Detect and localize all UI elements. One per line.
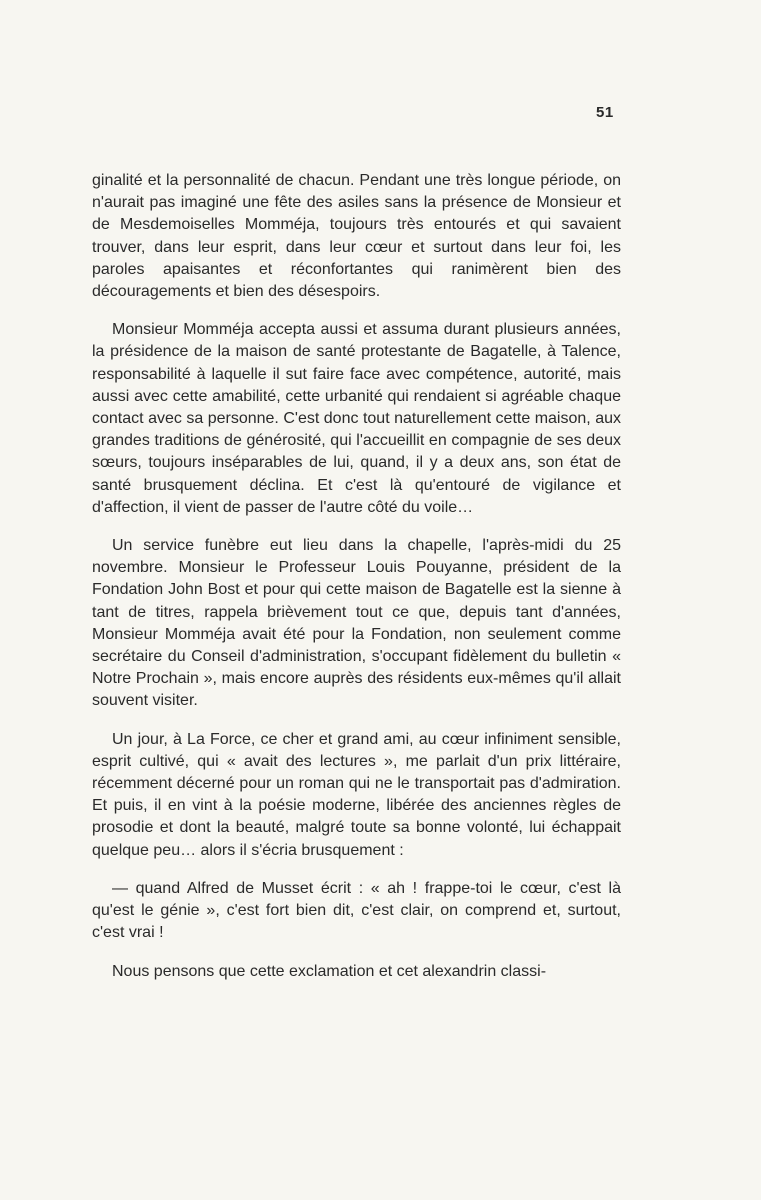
paragraph-funeral-service: Un service funèbre eut lieu dans la chapelle, l'après-midi du 25 novembre. Monsieur le Professeur Louis Pouyanne, président de la Fondation John Bost et pour qui cette maison de Bagatelle est la sienne à tant de titres, rappela brièvement tout ce que, depuis tant d'années, Monsieur Momméja avait été pour la Fondation, non seulement comme secrétaire du Conseil d'administration, s'occupant fidèlement du bulletin « Notre Prochain », mais encore auprès des résidents eux-mêmes qu'il allait souvent visiter. xyxy=(92,537,621,710)
paragraph-quote: — quand Alfred de Musset écrit : « ah ! frappe-toi le cœur, c'est là qu'est le génie », c'est fort bien dit, c'est clair, on comprend et, surtout, c'est vrai ! xyxy=(92,879,621,942)
paragraph-continuation: ginalité et la personnalité de chacun. Pendant une très longue période, on n'aurait pas imaginé une fête des asiles sans la présence de Monsieur et de Mesdemoiselles Momméja, toujours très entourés et qui savaient trouver, dans leur esprit, dans leur cœur et surtout dans leur foi, les paroles apaisantes et réconfortantes qui ranimèrent bien des découragements et bien des désespoirs. xyxy=(92,172,621,301)
body-text xyxy=(92,170,621,999)
paragraph-presidency: Monsieur Momméja accepta aussi et assuma durant plusieurs années, la présidence de la maison de santé protestante de Bagatelle, à Talence, responsabilité à laquelle il sut faire face avec compétence, autorité, mais aussi avec cette amabilité, cette urbanité qui rendaient si agréable chaque contact avec sa personne. C'est donc tout naturellement cette maison, aux grandes traditions de générosité, qui l'accueillit en compagnie de ses deux sœurs, toujours inséparables de lui, quand, il y a deux ans, son état de santé brusquement déclina. Et c'est là qu'entouré de vigilance et d'affection, il vient de passer de l'autre côté du voile… xyxy=(92,321,621,516)
page-number: 51 xyxy=(596,104,614,121)
paragraph-closing: Nous pensons que cette exclamation et cet alexandrin classi- xyxy=(112,962,547,980)
paragraph-anecdote: Un jour, à La Force, ce cher et grand ami, au cœur infiniment sensible, esprit cultivé, qui « avait des lectures », me parlait d'un prix littéraire, récemment décerné pour un roman qui ne le transportait pas d'admiration. Et puis, il en vint à la poésie moderne, libérée des anciennes règles de prosodie et dont la beauté, malgré toute sa bonne volonté, lui échappait quelque peu… alors il s'écria brusquement : xyxy=(92,730,621,859)
